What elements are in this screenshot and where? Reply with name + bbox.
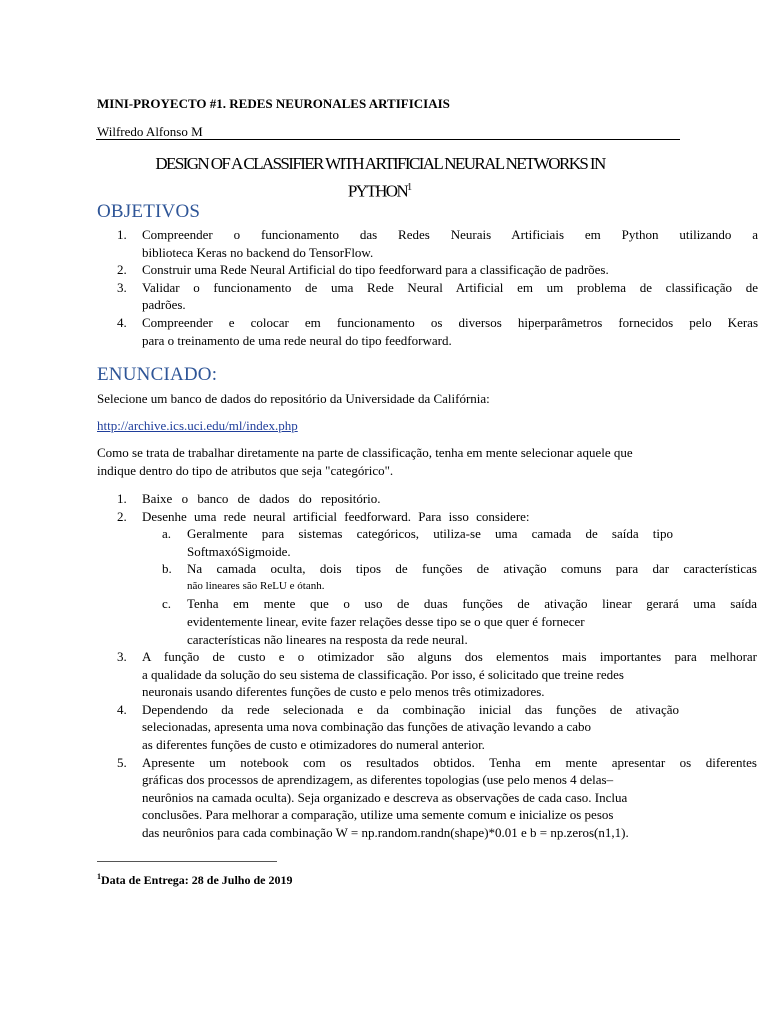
list-item: 1. Baixe o banco de dados do repositório.: [117, 491, 381, 506]
enunciado-intro: Selecione um banco de dados do repositório da Universidade da Califórnia:: [97, 391, 490, 406]
footnote-divider: [97, 861, 277, 862]
enunciado-paragraph: Como se trata de trabalhar diretamente na parte de classificação, tenha em mente selecionar aquele que indique dentro do tipo de atributos que seja "categórico".: [97, 445, 633, 478]
header-divider: [96, 139, 680, 140]
list-item: 3. A função de custo e o otimizador são alguns dos elementos mais importantes para melhorar a qualidade da solução do seu sistema de classificação. Por isso, é solicitado que treine redes neuronais usando diferentes funções de custo e pelo menos três otimizadores.: [117, 649, 757, 700]
task-2-sublist: [162, 525, 757, 648]
project-title: MINI-PROYECTO #1. REDES NEURONALES ARTIFICIAIS: [97, 96, 450, 111]
title-line-1: DESIGN OF A CLASSIFIER WITH ARTIFICIAL NEURAL NETWORKS IN: [155, 154, 605, 173]
objetivos-heading: OBJETIVOS: [97, 201, 201, 222]
tasks-list-continued: [117, 648, 757, 842]
footnote: [97, 868, 292, 890]
objetivos-list: [117, 226, 758, 349]
list-item: 2. Desenhe uma rede neural artificial feedforward. Para isso considere:: [117, 508, 530, 524]
list-item: 1. Compreender o funcionamento das Redes Neurais Artificiais em Python utilizando a biblioteca Keras no backend do TensorFlow.: [117, 227, 758, 260]
title-line-2: PYTHON$^1$: [347, 181, 413, 201]
list-item: 2. Construir uma Rede Neural Artificial do tipo feedforward para a classificação de padrões.: [117, 262, 609, 278]
title-footnote-mark: 1: [407, 182, 413, 193]
list-item: b. Na camada oculta, dois tipos de funções de ativação comuns para dar características não lineares são ReLU e ótanh.: [162, 561, 757, 592]
list-item: 3. Validar o funcionamento de uma Rede Neural Artificial em um problema de classificação de padrões.: [117, 279, 758, 313]
list-item: c. Tenha em mente que o uso de duas funções de ativação linear gerará uma saída evidentemente linear, evite fazer relações desse tipo se o que quer é fornecer características não lineares na resposta da rede neural.: [162, 596, 757, 647]
list-item: 4. Compreender e colocar em funcionamento os diversos hiperparâmetros fornecidos pelo Keras para o treinamento de uma rede neural do tipo feedforward.: [117, 314, 758, 348]
document-title: [100, 152, 660, 204]
list-item: a. Geralmente para sistemas categóricos, utiliza-se uma camada de saída tipo SoftmaxóSigmoide.: [162, 526, 673, 559]
enunciado-heading: ENUNCIADO:: [97, 364, 218, 385]
uci-repository-link[interactable]: http://archive.ics.uci.edu/ml/index.php: [97, 418, 298, 433]
footnote-mark: 1: [97, 872, 101, 881]
author-name: Wilfredo Alfonso M: [97, 124, 203, 139]
tasks-list: [117, 490, 757, 525]
list-item: 5. Apresente um notebook com os resultados obtidos. Tenha em mente apresentar os diferentes gráficas dos processos de aprendizagem, as diferentes topologias (use pelo menos 4 delas– neurônios na camada oculta). Seja organizado e descreva as observações de cada caso. Inclua conclusões. Para melhorar a comparação, utilize uma semente comum e inicialize os pesos das neurônios para cada combinação W = np.random.randn(shape)*0.01 e b = np.zeros(n1,1).: [117, 754, 757, 840]
list-item: 4. Dependendo da rede selecionada e da combinação inicial das funções de ativação selecionadas, apresenta uma nova combinação das funções de ativação levando a cabo as diferentes funções de custo e otimizadores do numeral anterior.: [117, 701, 679, 752]
footnote-text: Data de Entrega: 28 de Julho de 2019: [101, 873, 293, 887]
